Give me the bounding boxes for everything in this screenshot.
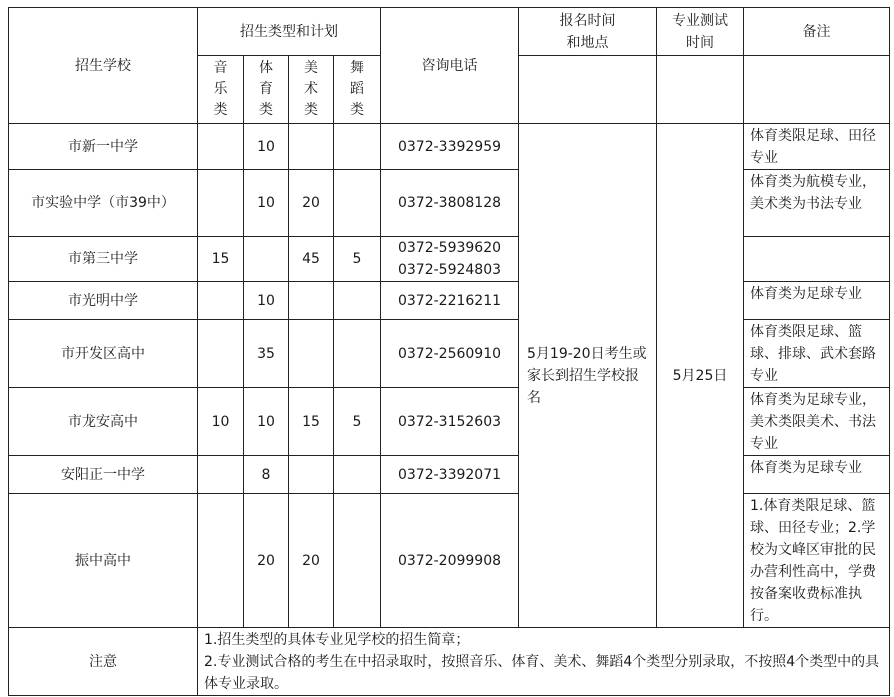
phone-cell <box>381 170 519 237</box>
music-quota: 10 <box>198 388 244 456</box>
music-quota <box>198 320 244 388</box>
subheader-dance-char: 蹈 <box>350 81 364 97</box>
school-name: 市龙安高中 <box>9 388 198 456</box>
phone-number: 0372-3392959 <box>397 138 502 155</box>
test-date: 5月25日 <box>657 124 744 628</box>
subheader-dance-char: 舞 <box>350 60 364 76</box>
subheader-remarks-blank <box>744 56 890 124</box>
note-item-2: 2.专业测试合格的考生在中招录取时，按照音乐、体育、美术、舞蹈4个类型分别录取，不按照4个类型中的具体专业录取。 <box>204 654 880 692</box>
sports-quota: 35 <box>244 320 289 388</box>
header-test-time <box>657 8 744 56</box>
remark: 体育类为足球专业，美术类限美术、书法专业 <box>744 388 890 456</box>
music-quota <box>198 456 244 494</box>
music-quota: 15 <box>198 237 244 282</box>
subheader-dance <box>334 56 381 124</box>
subheader-music-char: 乐 <box>213 81 228 97</box>
phone-number: 0372-3392071 <box>397 466 502 483</box>
subheader-art <box>289 56 334 124</box>
music-quota <box>198 282 244 320</box>
subheader-test-blank <box>657 56 744 124</box>
remark <box>744 237 890 282</box>
phone-number: 0372-5924803 <box>397 262 502 278</box>
subheader-music-char: 音 <box>213 60 228 76</box>
subheader-registration-blank <box>519 56 657 124</box>
art-quota: 20 <box>289 170 334 237</box>
dance-quota <box>334 282 381 320</box>
remark: 体育类限足球、田径专业 <box>744 124 890 170</box>
table-row <box>9 170 890 237</box>
subheader-music-char: 类 <box>213 102 228 118</box>
table-row <box>9 124 890 170</box>
sports-quota: 10 <box>244 170 289 237</box>
header-remarks: 备注 <box>744 8 890 56</box>
music-quota <box>198 124 244 170</box>
art-quota <box>289 282 334 320</box>
school-name: 市实验中学（市39中） <box>9 170 198 237</box>
school-name: 安阳正一中学 <box>9 456 198 494</box>
dance-quota: 5 <box>334 388 381 456</box>
art-quota: 45 <box>289 237 334 282</box>
subheader-sports-char: 类 <box>259 102 273 118</box>
dance-quota <box>334 124 381 170</box>
school-name: 市新一中学 <box>9 124 198 170</box>
subheader-art-char: 术 <box>304 81 318 97</box>
remark: 体育类为足球专业 <box>744 456 890 494</box>
art-quota: 20 <box>289 494 334 628</box>
remark: 体育类为航模专业，美术类为书法专业 <box>744 170 890 237</box>
header-registration-line2: 和地点 <box>566 34 609 51</box>
dance-quota <box>334 320 381 388</box>
remark: 1.体育类限足球、篮球、田径专业；2.学校为文峰区审批的民办营利性高中，学费按备案收费标准执行。 <box>744 494 890 628</box>
phone-cell <box>381 124 519 170</box>
sports-quota: 20 <box>244 494 289 628</box>
art-quota: 15 <box>289 388 334 456</box>
subheader-sports <box>244 56 289 124</box>
sports-quota: 8 <box>244 456 289 494</box>
sports-quota <box>244 237 289 282</box>
header-test-time-line1: 专业测试 <box>672 12 728 29</box>
music-quota <box>198 170 244 237</box>
remark: 体育类限足球、篮球、排球、武术套路专业 <box>744 320 890 388</box>
subheader-sports-char: 育 <box>259 81 273 97</box>
subheader-sports-char: 体 <box>259 60 273 76</box>
remark: 体育类为足球专业 <box>744 282 890 320</box>
school-name: 市开发区高中 <box>9 320 198 388</box>
subheader-music <box>198 56 244 124</box>
notes-label: 注意 <box>9 628 198 696</box>
admissions-table <box>8 7 890 696</box>
sports-quota: 10 <box>244 388 289 456</box>
header-test-time-line2: 时间 <box>686 34 714 51</box>
note-item-1: 1.招生类型的具体专业见学校的招生简章； <box>204 632 470 648</box>
table-row <box>9 320 890 388</box>
phone-number: 0372-3152603 <box>397 413 502 430</box>
school-name: 市光明中学 <box>9 282 198 320</box>
phone-cell <box>381 237 519 282</box>
header-school: 招生学校 <box>9 8 198 124</box>
school-name: 市第三中学 <box>9 237 198 282</box>
art-quota <box>289 124 334 170</box>
registration-info: 5月19-20日考生或家长到招生学校报名 <box>519 124 657 628</box>
phone-cell <box>381 456 519 494</box>
table-row <box>9 237 890 282</box>
table-row <box>9 388 890 456</box>
dance-quota <box>334 170 381 237</box>
header-types: 招生类型和计划 <box>198 8 381 56</box>
header-registration <box>519 8 657 56</box>
school-name: 振中高中 <box>9 494 198 628</box>
phone-number: 0372-2216211 <box>397 292 502 309</box>
art-quota <box>289 320 334 388</box>
phone-cell <box>381 282 519 320</box>
phone-number: 0372-5939620 <box>397 240 502 256</box>
header-row <box>9 8 890 56</box>
dance-quota <box>334 456 381 494</box>
phone-cell <box>381 320 519 388</box>
subheader-art-char: 类 <box>304 102 318 118</box>
dance-quota <box>334 494 381 628</box>
header-registration-line1: 报名时间 <box>559 12 616 29</box>
notes-row <box>9 628 890 696</box>
phone-number: 0372-2560910 <box>397 345 502 362</box>
art-quota <box>289 456 334 494</box>
subheader-art-char: 美 <box>304 60 318 76</box>
header-phone: 咨询电话 <box>381 8 519 124</box>
sports-quota: 10 <box>244 124 289 170</box>
table-row <box>9 456 890 494</box>
subheader-dance-char: 类 <box>350 102 364 118</box>
phone-cell <box>381 494 519 628</box>
sports-quota: 10 <box>244 282 289 320</box>
table-row <box>9 282 890 320</box>
dance-quota: 5 <box>334 237 381 282</box>
phone-number: 0372-3808128 <box>397 195 502 211</box>
notes-text <box>198 628 890 696</box>
phone-number: 0372-2099908 <box>397 552 502 569</box>
music-quota <box>198 494 244 628</box>
phone-cell <box>381 388 519 456</box>
table-row <box>9 494 890 628</box>
